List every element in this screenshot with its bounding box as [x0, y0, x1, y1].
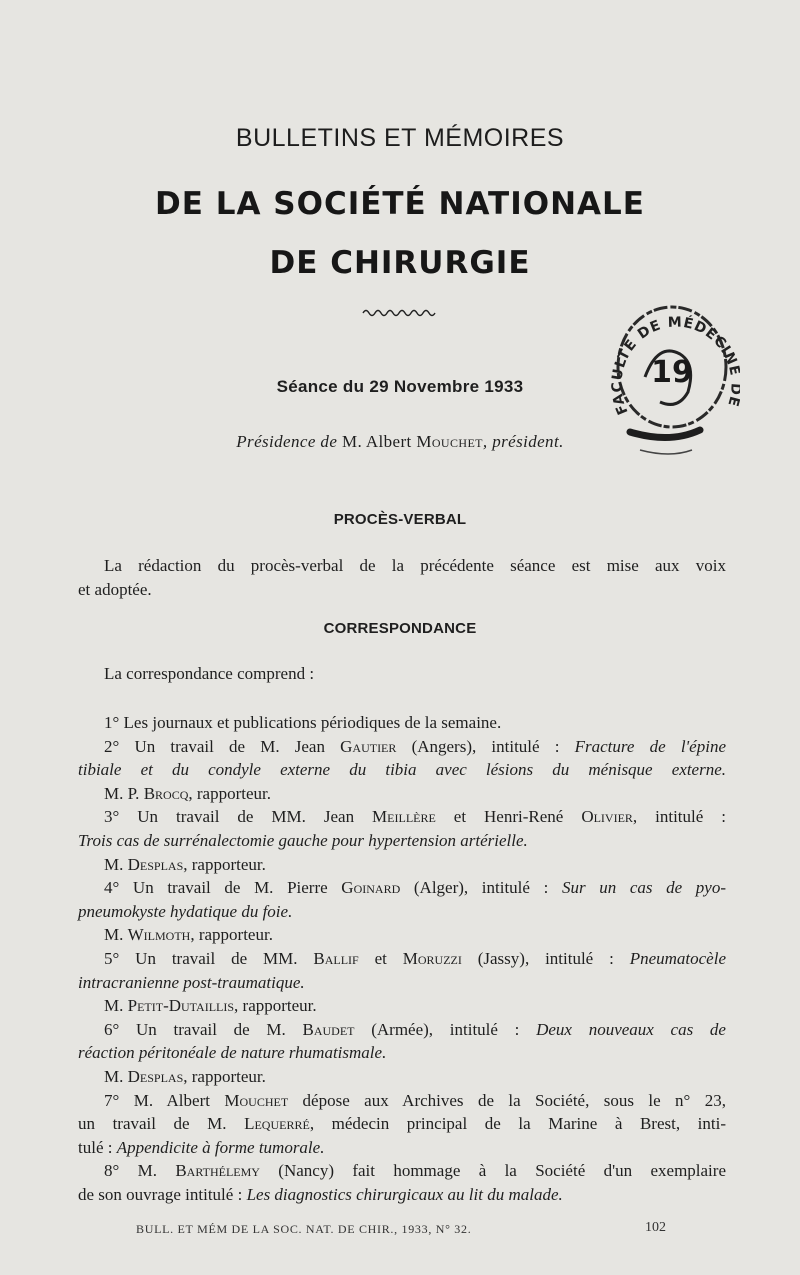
presidency-suffix: , président. [482, 432, 564, 451]
stamp-text: FACULTÉ DE MÉDECIN [609, 314, 740, 417]
session-date: Séance du 29 Novembre 1933 [276, 377, 524, 396]
president-surname: Mouchet [416, 432, 483, 451]
item-5-line2: intracranienne post-traumatique. [78, 972, 305, 992]
correspondance-items [78, 711, 726, 1206]
item-2-line1: 2° Un travail de M. Jean Gautier (Angers), intitulé : Fracture de l'épine [104, 736, 726, 756]
item-7-line1: 7° M. Albert Mouchet dépose aux Archives de la Société, sous le n° 23, [104, 1090, 727, 1110]
item-1: 1° Les journaux et publications périodiques de la semaine. [104, 713, 502, 732]
footer-citation: BULL. ET MÉM DE LA SOC. NAT. DE CHIR., 1933, N° 32. [136, 1222, 472, 1236]
journal-title-line1: BULLETINS ET MÉMOIRES [235, 124, 565, 152]
proces-verbal-heading: PROCÈS-VERBAL [333, 511, 467, 528]
item-5-line1: 5° Un travail de MM. Ballif et Moruzzi (Jassy), intitulé : Pneumatocèle [104, 948, 726, 968]
journal-title-line3: DE CHIRURGIE [269, 245, 531, 281]
item-2-rapporteur: M. P. Brocq, rapporteur. [104, 783, 271, 803]
item-8-line1: 8° M. Barthélemy (Nancy) fait hommage à la Société d'un exemplaire [104, 1161, 726, 1181]
proces-verbal-line2: et adoptée. [78, 579, 152, 599]
item-3-rapporteur: M. Desplas, rapporteur. [104, 854, 266, 874]
president-name: M. Albert [341, 432, 412, 451]
page-number: 102 [645, 1220, 666, 1235]
presidency-prefix: Présidence de [236, 432, 338, 451]
correspondance-heading: CORRESPONDANCE [323, 620, 477, 637]
item-6-line2: réaction péritonéale de nature rhumatismale. [78, 1043, 387, 1063]
proces-verbal-line1: La rédaction du procès-verbal de la précédente séance est mise aux voix [104, 556, 726, 575]
item-4-rapporteur: M. Wilmoth, rapporteur. [104, 925, 273, 945]
journal-title-line2: DE LA SOCIÉTÉ NATIONALE [155, 186, 645, 222]
ornament-divider [362, 306, 438, 318]
item-3-line2: Trois cas de surrénalectomie gauche pour hypertension artérielle. [78, 830, 528, 850]
correspondance-intro-text: La correspondance comprend : [104, 664, 315, 683]
correspondance-intro [78, 662, 726, 686]
item-4-line1: 4° Un travail de M. Pierre Goinard (Alger), intitulé : Sur un cas de pyo- [104, 878, 727, 898]
item-7-line3: tulé : Appendicite à forme tumorale. [78, 1137, 325, 1157]
item-3-line1: 3° Un travail de MM. Jean Meillère et Henri-René Olivier, intitulé : [104, 807, 726, 827]
presidency-line [0, 432, 800, 452]
item-2-line2: tibiale et du condyle externe du tibia avec lésions du ménisque externe. [78, 760, 726, 780]
stamp-number: 19 [651, 355, 693, 390]
item-7-line2: un travail de M. Lequerré, médecin principal de la Marine à Brest, inti- [78, 1114, 726, 1134]
item-4-line2: pneumokyste hydatique du foie. [78, 901, 293, 921]
item-6-line1: 6° Un travail de M. Baudet (Armée), intitulé : Deux nouveaux cas de [104, 1019, 726, 1039]
item-8-line2: de son ouvrage intitulé : Les diagnostics chirurgicaux au lit du malade. [78, 1184, 563, 1204]
item-6-rapporteur: M. Desplas, rapporteur. [104, 1066, 266, 1086]
item-5-rapporteur: M. Petit-Dutaillis, rapporteur. [104, 996, 317, 1016]
proces-verbal-text [78, 554, 726, 601]
